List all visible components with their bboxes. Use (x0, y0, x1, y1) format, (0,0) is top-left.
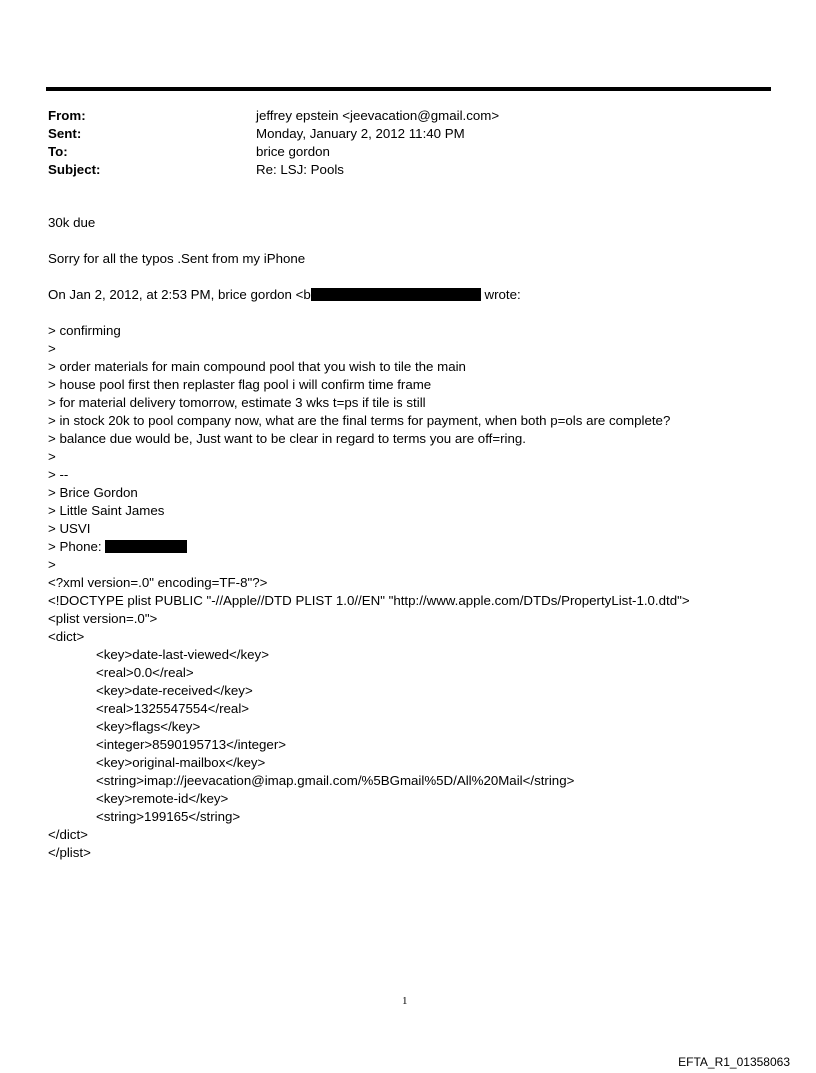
sent-value: Monday, January 2, 2012 11:40 PM (256, 126, 465, 141)
text-line: </dict> (48, 827, 88, 842)
text-line: <key>date-last-viewed</key> (96, 647, 269, 662)
email-body (48, 214, 788, 862)
xml-block (48, 574, 788, 646)
text-line: <string>imap://jeevacation@imap.gmail.com/%5BGmail%5D/All%20Mail</string> (96, 773, 575, 788)
text-line: > in stock 20k to pool company now, what are the final terms for payment, when both p=ols are complete? (48, 413, 671, 428)
text-line: <key>remote-id</key> (96, 791, 229, 806)
to-value: brice gordon (256, 144, 330, 159)
xml-close-block (48, 826, 788, 862)
phone-prefix: > Phone: (48, 539, 106, 554)
body-line: Sorry for all the typos .Sent from my iPhone (48, 251, 306, 266)
from-row (48, 107, 748, 125)
text-line: <plist version=.0"> (48, 611, 158, 626)
subject-value: Re: LSJ: Pools (256, 162, 344, 177)
body-line: > (48, 557, 56, 572)
text-line: <key>flags</key> (96, 719, 201, 734)
redaction-bar (105, 540, 187, 553)
text-line: > house pool first then replaster flag pool i will confirm time frame (48, 377, 432, 392)
text-line: > -- (48, 467, 69, 482)
text-line: <?xml version=.0" encoding=TF-8"?> (48, 575, 268, 590)
text-line: > (48, 449, 56, 464)
text-line: <dict> (48, 629, 85, 644)
text-line: <key>date-received</key> (96, 683, 253, 698)
text-line: <real>1325547554</real> (96, 701, 250, 716)
sent-row (48, 125, 748, 143)
quote-intro-prefix: On Jan 2, 2012, at 2:53 PM, brice gordon <b (48, 287, 311, 302)
text-line: <!DOCTYPE plist PUBLIC "-//Apple//DTD PLIST 1.0//EN" "http://www.apple.com/DTDs/PropertyList-1.0.dtd"> (48, 593, 690, 608)
text-line: > for material delivery tomorrow, estimate 3 wks t=ps if tile is still (48, 395, 426, 410)
document-id: EFTA_R1_01358063 (678, 1055, 790, 1069)
text-line: > (48, 341, 56, 356)
quote-intro-suffix: wrote: (480, 287, 521, 302)
text-line: > Brice Gordon (48, 485, 138, 500)
phone-line (48, 538, 788, 556)
text-line: <key>original-mailbox</key> (96, 755, 266, 770)
text-line: > order materials for main compound pool that you wish to tile the main (48, 359, 466, 374)
text-line: > Little Saint James (48, 503, 165, 518)
text-line: > USVI (48, 521, 91, 536)
to-label: To: (48, 144, 68, 159)
subject-row (48, 161, 748, 179)
to-row (48, 143, 748, 161)
text-line: <real>0.0</real> (96, 665, 194, 680)
email-header (48, 107, 748, 179)
header-rule (46, 87, 771, 91)
from-value: jeffrey epstein <jeevacation@gmail.com> (256, 108, 500, 123)
redaction-bar (311, 288, 481, 301)
text-line: <string>199165</string> (96, 809, 241, 824)
subject-label: Subject: (48, 162, 101, 177)
text-line: <integer>8590195713</integer> (96, 737, 287, 752)
text-line: </plist> (48, 845, 91, 860)
quote-intro (48, 286, 788, 304)
body-line: 30k due (48, 215, 96, 230)
text-line: > balance due would be, Just want to be clear in regard to terms you are off=ring. (48, 431, 526, 446)
quoted-text (48, 322, 788, 538)
page-number: 1 (402, 995, 408, 1007)
from-label: From: (48, 108, 86, 123)
sent-label: Sent: (48, 126, 82, 141)
xml-inner-block (48, 646, 788, 826)
text-line: > confirming (48, 323, 121, 338)
